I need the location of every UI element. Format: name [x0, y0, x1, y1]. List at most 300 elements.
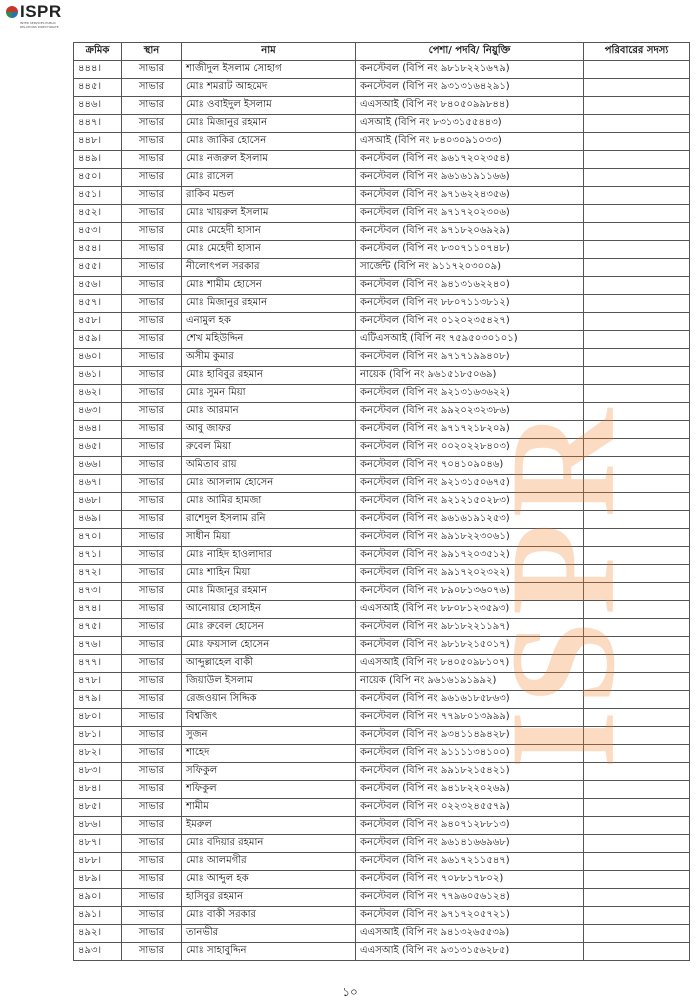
cell-serial: ৪৮৬। — [74, 817, 122, 835]
cell-family — [584, 187, 690, 205]
cell-serial: ৪৮৮। — [74, 853, 122, 871]
header-rank: পেশা/ পদবি/ নিয়ুক্তি — [356, 43, 584, 61]
cell-serial: ৪৭২। — [74, 565, 122, 583]
cell-place: সাভার — [122, 79, 182, 97]
cell-serial: ৪৯৩। — [74, 943, 122, 961]
cell-name: বিশ্বজিৎ — [182, 709, 356, 727]
table-row — [74, 745, 690, 763]
cell-rank: কনস্টেবল (বিপি নং ৭০৮৮১৭৮০২) — [356, 871, 584, 889]
cell-place: সাভার — [122, 745, 182, 763]
cell-family — [584, 889, 690, 907]
cell-family — [584, 745, 690, 763]
cell-serial: ৪৫৫। — [74, 259, 122, 277]
cell-name: মোঃ আরমান — [182, 403, 356, 421]
cell-serial: ৪৬৩। — [74, 403, 122, 421]
cell-name: তানভীর — [182, 925, 356, 943]
cell-rank: কনস্টেবল (বিপি নং ৯৪১৩১৬২২৪০) — [356, 277, 584, 295]
table-row — [74, 385, 690, 403]
cell-place: সাভার — [122, 817, 182, 835]
cell-serial: ৪৭৬। — [74, 637, 122, 655]
table-row — [74, 331, 690, 349]
cell-name: মোঃ বাকী সরকার — [182, 907, 356, 925]
cell-place: সাভার — [122, 457, 182, 475]
cell-place: সাভার — [122, 349, 182, 367]
cell-place: সাভার — [122, 187, 182, 205]
cell-serial: ৪৫৪। — [74, 241, 122, 259]
cell-name: শাহেদ — [182, 745, 356, 763]
cell-rank: কনস্টেবল (বিপি নং ৯৯২০২৩২৩৮৬) — [356, 403, 584, 421]
cell-rank: কনস্টেবল (বিপি নং ৯২১৩১৬৩৬২২) — [356, 385, 584, 403]
cell-name: মোঃ মিজানুর রহমান — [182, 115, 356, 133]
cell-place: সাভার — [122, 871, 182, 889]
cell-serial: ৪৭৪। — [74, 601, 122, 619]
cell-rank: কনস্টেবল (বিপি নং ৭৭৯৮০১৩৯৯৯) — [356, 709, 584, 727]
cell-family — [584, 943, 690, 961]
cell-name: রেজওয়ান সিদ্দিক — [182, 691, 356, 709]
cell-rank: কনস্টেবল (বিপি নং ৯৯১৭২০৩৫১২) — [356, 547, 584, 565]
table-row — [74, 889, 690, 907]
cell-family — [584, 871, 690, 889]
cell-serial: ৪৭৭। — [74, 655, 122, 673]
cell-serial: ৪৭০। — [74, 529, 122, 547]
cell-rank: কনস্টেবল (বিপি নং ৯৯১৭২০২৩২২) — [356, 565, 584, 583]
cell-family — [584, 799, 690, 817]
cell-place: সাভার — [122, 529, 182, 547]
table-row — [74, 547, 690, 565]
cell-name: সুজন — [182, 727, 356, 745]
cell-place: সাভার — [122, 223, 182, 241]
table-body — [74, 61, 690, 961]
logo-text: ISPR — [20, 2, 62, 21]
cell-name: নীলোৎপল সরকার — [182, 259, 356, 277]
cell-serial: ৪৬৪। — [74, 421, 122, 439]
cell-serial: ৪৮৫। — [74, 799, 122, 817]
cell-place: সাভার — [122, 907, 182, 925]
table-row — [74, 763, 690, 781]
cell-rank: কনস্টেবল (বিপি নং ০২২৩২৪৫৫৭৯) — [356, 799, 584, 817]
cell-place: সাভার — [122, 169, 182, 187]
cell-name: আব্দুল্লাহেল বাকী — [182, 655, 356, 673]
cell-place: সাভার — [122, 511, 182, 529]
cell-family — [584, 367, 690, 385]
table-row — [74, 421, 690, 439]
cell-serial: ৪৫৭। — [74, 295, 122, 313]
cell-place: সাভার — [122, 943, 182, 961]
cell-place: সাভার — [122, 151, 182, 169]
table-row — [74, 403, 690, 421]
cell-serial: ৪৬৫। — [74, 439, 122, 457]
header-serial: ক্রমিক — [74, 43, 122, 61]
table-row — [74, 205, 690, 223]
cell-place: সাভার — [122, 601, 182, 619]
cell-family — [584, 547, 690, 565]
table-row — [74, 169, 690, 187]
table-row — [74, 241, 690, 259]
cell-family — [584, 313, 690, 331]
cell-name: মোঃ আলমগীর — [182, 853, 356, 871]
table-row — [74, 655, 690, 673]
cell-rank: এটিএসআই (বিপি নং ৭৫৯৫০৩০১০১) — [356, 331, 584, 349]
cell-family — [584, 457, 690, 475]
cell-place: সাভার — [122, 97, 182, 115]
page-number: ১০ — [342, 985, 358, 999]
table-row — [74, 493, 690, 511]
cell-family — [584, 331, 690, 349]
cell-rank: কনস্টেবল (বিপি নং ৯৬১৪১৬৬৯৬৮) — [356, 835, 584, 853]
cell-family — [584, 727, 690, 745]
cell-name: রুবেল মিয়া — [182, 439, 356, 457]
cell-place: সাভার — [122, 781, 182, 799]
cell-family — [584, 259, 690, 277]
cell-serial: ৪৪৮। — [74, 133, 122, 151]
table-row — [74, 529, 690, 547]
cell-rank: কনস্টেবল (বিপি নং ৯৬১৬১৮৫৮৬৩) — [356, 691, 584, 709]
cell-name: মোঃ মেহেদী হাসান — [182, 223, 356, 241]
cell-serial: ৪৪৬। — [74, 97, 122, 115]
cell-rank: সার্জেন্ট (বিপি নং ৯১১৭২০৩০০৯) — [356, 259, 584, 277]
cell-family — [584, 385, 690, 403]
cell-serial: ৪৪৪। — [74, 61, 122, 79]
table-row — [74, 709, 690, 727]
cell-place: সাভার — [122, 277, 182, 295]
cell-place: সাভার — [122, 241, 182, 259]
cell-serial: ৪৭৮। — [74, 673, 122, 691]
cell-serial: ৪৭৫। — [74, 619, 122, 637]
cell-rank: এসআই (বিপি নং ৮৩১৩১৫৫৪৪৩) — [356, 115, 584, 133]
cell-family — [584, 169, 690, 187]
cell-name: মোঃ হাবিবুর রহমান — [182, 367, 356, 385]
cell-serial: ৪৫০। — [74, 169, 122, 187]
cell-place: সাভার — [122, 115, 182, 133]
table-row — [74, 511, 690, 529]
cell-family — [584, 403, 690, 421]
table-row — [74, 97, 690, 115]
cell-family — [584, 277, 690, 295]
cell-serial: ৪৬১। — [74, 367, 122, 385]
table-row — [74, 835, 690, 853]
cell-family — [584, 511, 690, 529]
cell-place: সাভার — [122, 205, 182, 223]
cell-place: সাভার — [122, 709, 182, 727]
cell-rank: কনস্টেবল (বিপি নং ৯৬১৭২০২৩৫৪) — [356, 151, 584, 169]
table-row — [74, 925, 690, 943]
ispr-logo — [6, 4, 66, 42]
cell-family — [584, 97, 690, 115]
cell-serial: ৪৯১। — [74, 907, 122, 925]
cell-serial: ৪৬৭। — [74, 475, 122, 493]
cell-serial: ৪৬২। — [74, 385, 122, 403]
cell-rank: কনস্টেবল (বিপি নং ৯৩৪১১৪৯৪২৮) — [356, 727, 584, 745]
table-row — [74, 367, 690, 385]
cell-name: অসীম কুমার — [182, 349, 356, 367]
cell-name: মোঃ রাসেল — [182, 169, 356, 187]
cell-place: সাভার — [122, 691, 182, 709]
cell-name: মোঃ আব্দুল হক — [182, 871, 356, 889]
cell-serial: ৪৬৯। — [74, 511, 122, 529]
cell-name: অমিতাব রায় — [182, 457, 356, 475]
cell-rank: কনস্টেবল (বিপি নং ৯২১২১৫০২৮৩) — [356, 493, 584, 511]
table-row — [74, 871, 690, 889]
cell-name: আবু জাফর — [182, 421, 356, 439]
cell-serial: ৪৮৭। — [74, 835, 122, 853]
cell-family — [584, 133, 690, 151]
cell-name: এনামুল হক — [182, 313, 356, 331]
cell-serial: ৪৫৬। — [74, 277, 122, 295]
cell-family — [584, 79, 690, 97]
cell-place: সাভার — [122, 61, 182, 79]
cell-family — [584, 691, 690, 709]
cell-place: সাভার — [122, 727, 182, 745]
cell-serial: ৪৭১। — [74, 547, 122, 565]
cell-family — [584, 763, 690, 781]
cell-place: সাভার — [122, 439, 182, 457]
cell-serial: ৪৪৭। — [74, 115, 122, 133]
cell-rank: কনস্টেবল (বিপি নং ৯৮১৮২১৫০১৭) — [356, 637, 584, 655]
cell-place: সাভার — [122, 619, 182, 637]
casualty-table — [73, 42, 690, 961]
cell-rank: কনস্টেবল (বিপি নং ৯৭১৭২০২৩০৬) — [356, 205, 584, 223]
cell-name: জিয়াউল ইসলাম — [182, 673, 356, 691]
cell-place: সাভার — [122, 763, 182, 781]
cell-serial: ৪৭৯। — [74, 691, 122, 709]
cell-name: রাশেদুল ইসলাম রনি — [182, 511, 356, 529]
table-row — [74, 151, 690, 169]
cell-rank: কনস্টেবল (বিপি নং ৯৬১৭২১১৫৪৭) — [356, 853, 584, 871]
cell-place: সাভার — [122, 799, 182, 817]
table-row — [74, 619, 690, 637]
table-header-row — [74, 43, 690, 61]
header-family: পরিবারের সদস্য — [584, 43, 690, 61]
cell-family — [584, 907, 690, 925]
cell-place: সাভার — [122, 475, 182, 493]
table-row — [74, 313, 690, 331]
cell-family — [584, 115, 690, 133]
cell-serial: ৪৫২। — [74, 205, 122, 223]
table-row — [74, 601, 690, 619]
logo-subtitle: INTER SERVICES PUBLIC RELATIONS DIRECTORATE — [20, 21, 59, 29]
cell-name: মোঃ বদিয়ার রহমান — [182, 835, 356, 853]
cell-place: সাভার — [122, 565, 182, 583]
table-row — [74, 133, 690, 151]
watermark-text: ISPR — [479, 403, 646, 769]
cell-name: মোঃ সাহাবুদ্দিন — [182, 943, 356, 961]
table-row — [74, 115, 690, 133]
cell-name: শফিকুল — [182, 781, 356, 799]
cell-family — [584, 61, 690, 79]
table-row — [74, 61, 690, 79]
cell-place: সাভার — [122, 421, 182, 439]
cell-family — [584, 439, 690, 457]
cell-rank: কনস্টেবল (বিপি নং ৯১১১১৩৪১০০) — [356, 745, 584, 763]
cell-serial: ৪৭৩। — [74, 583, 122, 601]
table-row — [74, 457, 690, 475]
table-row — [74, 277, 690, 295]
cell-place: সাভার — [122, 259, 182, 277]
cell-rank: কনস্টেবল (বিপি নং ৯৭১৬২২৪৩৫৬) — [356, 187, 584, 205]
table-row — [74, 799, 690, 817]
cell-serial: ৪৪৯। — [74, 151, 122, 169]
table-row — [74, 637, 690, 655]
cell-place: সাভার — [122, 673, 182, 691]
cell-serial: ৪৮১। — [74, 727, 122, 745]
cell-serial: ৪৮২। — [74, 745, 122, 763]
cell-family — [584, 853, 690, 871]
cell-rank: কনস্টেবল (বিপি নং ৭৭৯৬০৫৬১২৪) — [356, 889, 584, 907]
cell-serial: ৪৮৪। — [74, 781, 122, 799]
table-row — [74, 907, 690, 925]
cell-name: রাকিব মন্ডল — [182, 187, 356, 205]
cell-place: সাভার — [122, 583, 182, 601]
cell-rank: এএসআই (বিপি নং ৮৪০৫০৯৮১০৭) — [356, 655, 584, 673]
cell-name: হাসিবুর রহমান — [182, 889, 356, 907]
cell-name: মোঃ নাহিদ হাওলাদার — [182, 547, 356, 565]
cell-place: সাভার — [122, 853, 182, 871]
cell-family — [584, 529, 690, 547]
cell-rank: কনস্টেবল (বিপি নং ৮৮০৭১১৩৮১২) — [356, 295, 584, 313]
cell-name: মোঃ রুবেল হোসেন — [182, 619, 356, 637]
cell-rank: নায়েক (বিপি নং ৯৬১৬১৯১৯৯২) — [356, 673, 584, 691]
cell-rank: কনস্টেবল (বিপি নং ৯৭১৭২১৮২০৯) — [356, 421, 584, 439]
cell-family — [584, 673, 690, 691]
table-row — [74, 187, 690, 205]
cell-rank: কনস্টেবল (বিপি নং ৯৯১৮২১৫৪২১) — [356, 763, 584, 781]
cell-rank: এসআই (বিপি নং ৮৪০৩০৯১০৩৩) — [356, 133, 584, 151]
cell-rank: কনস্টেবল (বিপি নং ৯৭১৮২০৬৯২৯) — [356, 223, 584, 241]
cell-family — [584, 151, 690, 169]
cell-rank: কনস্টেবল (বিপি নং ৯৭১৭১৯৯৪০৮) — [356, 349, 584, 367]
cell-place: সাভার — [122, 385, 182, 403]
table-row — [74, 223, 690, 241]
cell-family — [584, 475, 690, 493]
cell-name: মোঃ ফয়সাল হোসেন — [182, 637, 356, 655]
cell-name: শাজীদুল ইসলাম সোহাগ — [182, 61, 356, 79]
cell-family — [584, 493, 690, 511]
cell-name: সাধীন মিয়া — [182, 529, 356, 547]
cell-serial: ৪৮৩। — [74, 763, 122, 781]
cell-name: মোঃ শমরাট আহমেদ — [182, 79, 356, 97]
table-row — [74, 349, 690, 367]
cell-family — [584, 295, 690, 313]
table-row — [74, 565, 690, 583]
cell-serial: ৪৯২। — [74, 925, 122, 943]
cell-rank: কনস্টেবল (বিপি নং ৮৩০৭১১০৭৪৮) — [356, 241, 584, 259]
cell-place: সাভার — [122, 889, 182, 907]
cell-family — [584, 817, 690, 835]
header-name: নাম — [182, 43, 356, 61]
cell-serial: ৪৮০। — [74, 709, 122, 727]
cell-rank: কনস্টেবল (বিপি নং ৭০৪১০৯০৪৬) — [356, 457, 584, 475]
table-row — [74, 259, 690, 277]
cell-family — [584, 709, 690, 727]
cell-rank: কনস্টেবল (বিপি নং ৮৯০৮১৩৬০৭৬) — [356, 583, 584, 601]
cell-name: মোঃ জাকির হোসেন — [182, 133, 356, 151]
cell-serial: ৪৫৮। — [74, 313, 122, 331]
cell-name: ইমরুল — [182, 817, 356, 835]
table-row — [74, 295, 690, 313]
cell-family — [584, 925, 690, 943]
cell-name: মোঃ আমির হামজা — [182, 493, 356, 511]
ispr-emblem-icon — [6, 6, 18, 18]
table-row — [74, 691, 690, 709]
cell-rank: কনস্টেবল (বিপি নং ৯৮১৮২২১১৯৭) — [356, 619, 584, 637]
cell-place: সাভার — [122, 925, 182, 943]
cell-rank: নায়েক (বিপি নং ৯৬১৫১৮৫০৬৯) — [356, 367, 584, 385]
cell-rank: কনস্টেবল (বিপি নং ৯৭১৭২০৫৭২১) — [356, 907, 584, 925]
cell-family — [584, 583, 690, 601]
cell-place: সাভার — [122, 313, 182, 331]
cell-name: শামীম — [182, 799, 356, 817]
cell-rank: এএসআই (বিপি নং ৯৩১৩১৫৬২৮৫) — [356, 943, 584, 961]
cell-rank: কনস্টেবল (বিপি নং ৯৬১৬১৯১২৫৩) — [356, 511, 584, 529]
cell-name: মোঃ ওবাইদুল ইসলাম — [182, 97, 356, 115]
cell-family — [584, 205, 690, 223]
cell-name: মোঃ সুমন মিয়া — [182, 385, 356, 403]
cell-serial: ৪৮৯। — [74, 871, 122, 889]
cell-name: মোঃ মিজানুর রহমান — [182, 295, 356, 313]
table-row — [74, 781, 690, 799]
table-row — [74, 583, 690, 601]
cell-rank: কনস্টেবল (বিপি নং ৯২১৩১৫০৬৭৫) — [356, 475, 584, 493]
cell-serial: ৪৫১। — [74, 187, 122, 205]
table-row — [74, 673, 690, 691]
cell-place: সাভার — [122, 655, 182, 673]
cell-rank: কনস্টেবল (বিপি নং ৯৪০৭১২৮৮১৩) — [356, 817, 584, 835]
cell-rank: কনস্টেবল (বিপি নং ৯৩১৩১৬৪২৯১) — [356, 79, 584, 97]
cell-name: শেখ মহিউদ্দিন — [182, 331, 356, 349]
cell-place: সাভার — [122, 493, 182, 511]
cell-rank: এএসআই (বিপি নং ৮৮০৮১২৩৫৯৩) — [356, 601, 584, 619]
table-row — [74, 817, 690, 835]
cell-place: সাভার — [122, 295, 182, 313]
cell-name: সফিকুল — [182, 763, 356, 781]
cell-place: সাভার — [122, 637, 182, 655]
cell-rank: কনস্টেবল (বিপি নং ৯৬১৬১৯১১৬৬) — [356, 169, 584, 187]
cell-place: সাভার — [122, 547, 182, 565]
header-place: স্থান — [122, 43, 182, 61]
cell-name: মোঃ আসলাম হোসেন — [182, 475, 356, 493]
cell-place: সাভার — [122, 835, 182, 853]
cell-family — [584, 349, 690, 367]
cell-rank: কনস্টেবল (বিপি নং ৯৮১৮২২১৬৭৯) — [356, 61, 584, 79]
cell-family — [584, 619, 690, 637]
cell-serial: ৪৪৫। — [74, 79, 122, 97]
cell-serial: ৪৬০। — [74, 349, 122, 367]
cell-family — [584, 421, 690, 439]
cell-name: মোঃ খায়রুল ইসলাম — [182, 205, 356, 223]
cell-place: সাভার — [122, 133, 182, 151]
cell-name: মোঃ মিজানুর রহমান — [182, 583, 356, 601]
cell-rank: কনস্টেবল (বিপি নং ০১২০২৩৫৪২৭) — [356, 313, 584, 331]
cell-name: আনোয়ার হোসাইন — [182, 601, 356, 619]
cell-serial: ৪৯০। — [74, 889, 122, 907]
cell-family — [584, 223, 690, 241]
cell-name: মোঃ শামীম হোসেন — [182, 277, 356, 295]
cell-family — [584, 241, 690, 259]
cell-family — [584, 601, 690, 619]
table-row — [74, 853, 690, 871]
cell-rank: এএসআই (বিপি নং ৯৪১৩২৬৫৫৩৯) — [356, 925, 584, 943]
table-row — [74, 475, 690, 493]
table-row — [74, 727, 690, 745]
cell-family — [584, 637, 690, 655]
cell-rank: কনস্টেবল (বিপি নং ০০২০২২৮৪০৩) — [356, 439, 584, 457]
cell-serial: ৪৫৩। — [74, 223, 122, 241]
table-row — [74, 79, 690, 97]
cell-place: সাভার — [122, 331, 182, 349]
cell-family — [584, 781, 690, 799]
cell-place: সাভার — [122, 367, 182, 385]
table-row — [74, 943, 690, 961]
